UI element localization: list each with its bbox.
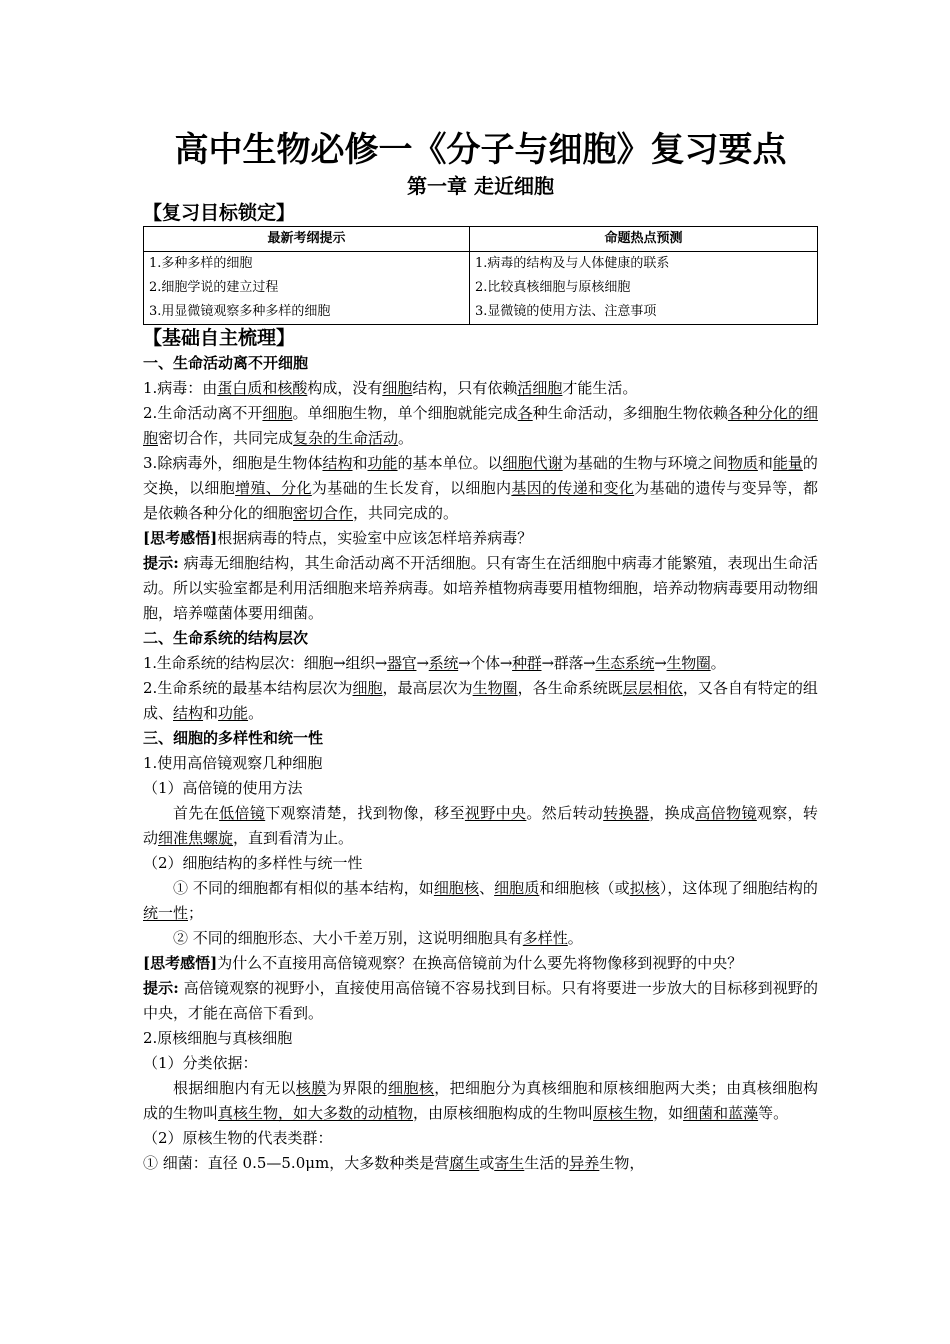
table-row xyxy=(144,252,818,325)
s3-paragraph-2: （1）高倍镜的使用方法 xyxy=(143,779,303,797)
section-2-heading: 二、生命系统的结构层次 xyxy=(143,629,309,647)
text-segment: 2.生命活动离不开 xyxy=(143,404,263,422)
underlined-term: 细菌和蓝藻 xyxy=(683,1104,759,1122)
underlined-term: 功能 xyxy=(367,454,398,472)
text-segment: → xyxy=(654,654,667,672)
s3-paragraph-7: 2.原核细胞与真核细胞 xyxy=(143,1029,293,1047)
text-segment: ，直到看清为止。 xyxy=(233,829,354,847)
text-segment: 。然后转动 xyxy=(526,804,604,822)
text-segment: 和 xyxy=(203,704,219,722)
think-label: [思考感悟] xyxy=(143,529,218,547)
text-segment: →个体→ xyxy=(458,654,513,672)
s3-paragraph-11 xyxy=(143,1151,818,1176)
underlined-term: 多样性 xyxy=(522,929,568,947)
text-segment: ，共同完成的。 xyxy=(353,504,459,522)
s3-paragraph-9 xyxy=(143,1076,818,1126)
text-segment: ① 细菌：直径 0.5—5.0μm，大多数种类是营 xyxy=(143,1154,450,1172)
text-segment: 1.生命系统的结构层次：细胞→组织→ xyxy=(143,654,388,672)
document-page xyxy=(143,128,818,1176)
underlined-term: 低倍镜 xyxy=(219,804,266,822)
goals-table xyxy=(143,226,818,325)
text-segment: 才能生活。 xyxy=(562,379,638,397)
text-segment: ② 不同的细胞形态、大小千差万别，这说明细胞具有 xyxy=(173,929,523,947)
text-segment: 。 xyxy=(567,929,583,947)
text-segment: → xyxy=(416,654,429,672)
underlined-term: 系统 xyxy=(428,654,459,672)
underlined-term: 各 xyxy=(517,404,533,422)
underlined-term: 基因的传递和变化 xyxy=(511,479,635,497)
underlined-term: 结构 xyxy=(322,454,353,472)
underlined-term: 细胞 xyxy=(352,679,383,697)
text-segment: 观察，转动 xyxy=(143,804,818,847)
list-item: 2.细胞学说的建立过程 xyxy=(149,280,279,295)
section-1-heading: 一、生命活动离不开细胞 xyxy=(143,354,309,372)
page-title: 高中生物必修一《分子与细胞》复习要点 xyxy=(174,130,787,170)
hint-label: 提示: xyxy=(143,554,179,572)
s1-paragraph-3 xyxy=(143,451,818,526)
underlined-term: 生物圈 xyxy=(472,679,518,697)
underlined-term: 高倍物镜 xyxy=(695,804,757,822)
table-cell-left xyxy=(144,252,470,325)
text-segment: 和 xyxy=(352,454,368,472)
text-segment: 构成，没有 xyxy=(307,379,383,397)
underlined-term: 拟核 xyxy=(629,879,660,897)
s3-paragraph-1: 1.使用高倍镜观察几种细胞 xyxy=(143,754,323,772)
text-segment: →群落→ xyxy=(541,654,596,672)
text-segment: ； xyxy=(188,904,204,922)
think-text: 根据病毒的特点，实验室中应该怎样培养病毒？ xyxy=(217,529,533,547)
text-segment: ，把细胞分为真核细胞和原核细胞两大类；由真核细胞构成的生物叫 xyxy=(143,1079,818,1122)
underlined-term: 能量 xyxy=(772,454,803,472)
text-segment: ，各生命系统既 xyxy=(517,679,623,697)
underlined-term: 生态系统 xyxy=(595,654,655,672)
underlined-term: 统一性 xyxy=(143,904,189,922)
table-cell-right xyxy=(469,252,817,325)
text-segment: 为基础的遗传与变异等，都是依赖各种分化的细胞 xyxy=(143,479,818,522)
s2-paragraph-1 xyxy=(143,651,818,676)
section-3-heading: 三、细胞的多样性和统一性 xyxy=(143,729,324,747)
underlined-term: 密切合作 xyxy=(293,504,354,522)
underlined-term: 核膜 xyxy=(295,1079,327,1097)
s1-hint xyxy=(143,551,818,626)
text-segment: 为基础的生物与环境之间 xyxy=(562,454,728,472)
underlined-term: 细准焦螺旋 xyxy=(158,829,234,847)
text-segment: 首先在 xyxy=(173,804,220,822)
text-segment: 为基础的生长发育，以细胞内 xyxy=(311,479,512,497)
text-segment: 、 xyxy=(479,879,495,897)
s1-paragraph-2 xyxy=(143,401,818,451)
underlined-term: 结构 xyxy=(173,704,204,722)
list-item: 3.显微镜的使用方法、注意事项 xyxy=(474,304,657,319)
s3-paragraph-4: （2）细胞结构的多样性与统一性 xyxy=(143,854,363,872)
underlined-term: 视野中央 xyxy=(464,804,527,822)
s1-paragraph-1 xyxy=(143,376,818,401)
table-header-row xyxy=(144,227,818,252)
text-segment: 生物， xyxy=(599,1154,645,1172)
text-segment: 根据细胞内有无以 xyxy=(173,1079,296,1097)
table-header-left: 最新考纲提示 xyxy=(144,227,470,252)
text-segment: 等。 xyxy=(758,1104,789,1122)
text-segment: 的交换，以细胞 xyxy=(143,454,818,497)
section-goals-heading: 【复习目标锁定】 xyxy=(143,202,296,224)
hint-text: 病毒无细胞结构，其生命活动离不开活细胞。只有寄生在活细胞中病毒才能繁殖，表现出生命活动。所以实验室都是利用活细胞来培养病毒。如培养植物病毒要用植物细胞，培养动物病毒要用动物细胞，培养噬菌体要用细菌。 xyxy=(143,554,819,622)
s3-paragraph-5 xyxy=(143,876,818,926)
underlined-term: 异养 xyxy=(569,1154,600,1172)
text-segment: 。单细胞生物，单个细胞就能完成 xyxy=(292,404,518,422)
chapter-title: 第一章 走近细胞 xyxy=(407,174,554,198)
text-segment: 为界限的 xyxy=(326,1079,389,1097)
text-segment: 种生命活动，多细胞生物依赖 xyxy=(532,404,728,422)
list-item: 3.用显微镜观察多种多样的细胞 xyxy=(149,304,331,319)
s3-paragraph-10: （2）原核生物的代表类群： xyxy=(143,1129,333,1147)
underlined-term: 复杂的生命活动 xyxy=(293,429,399,447)
underlined-term: 细胞核 xyxy=(433,879,480,897)
text-segment: 或 xyxy=(479,1154,495,1172)
underlined-term: 层层相依 xyxy=(622,679,683,697)
s3-think xyxy=(143,951,818,976)
underlined-term: 活细胞 xyxy=(517,379,563,397)
text-segment: 。 xyxy=(248,704,264,722)
underlined-term: 腐生 xyxy=(449,1154,480,1172)
underlined-term: 寄生 xyxy=(494,1154,525,1172)
text-segment: ① 不同的细胞都有相似的基本结构，如 xyxy=(173,879,434,897)
text-segment: 。 xyxy=(710,654,726,672)
s2-paragraph-2 xyxy=(143,676,818,726)
text-segment: 和 xyxy=(757,454,773,472)
s3-hint xyxy=(143,976,818,1026)
underlined-term: 真核生物，如大多数的动植物 xyxy=(218,1104,414,1122)
text-segment: 结构，只有依赖 xyxy=(412,379,518,397)
text-segment: ，最高层次为 xyxy=(382,679,473,697)
text-segment: 1.病毒：由 xyxy=(143,379,218,397)
text-segment: 密切合作，共同完成 xyxy=(158,429,294,447)
underlined-term: 细胞质 xyxy=(494,879,540,897)
text-segment: ，由原核细胞构成的生物叫 xyxy=(413,1104,594,1122)
text-segment: 和细胞核（或 xyxy=(539,879,630,897)
s1-think xyxy=(143,526,818,551)
s3-paragraph-3 xyxy=(143,801,818,851)
hint-text: 高倍镜观察的视野小，直接使用高倍镜不容易找到目标。只有将要进一步放大的目标移到视野的中央，才能在高倍下看到。 xyxy=(143,979,818,1022)
s3-paragraph-8: （1）分类依据： xyxy=(143,1054,258,1072)
think-label: [思考感悟] xyxy=(143,954,218,972)
underlined-term: 细胞 xyxy=(262,404,293,422)
underlined-term: 细胞 xyxy=(382,379,413,397)
think-text: 为什么不直接用高倍镜观察？在换高倍镜前为什么要先将物像移到视野的中央？ xyxy=(217,954,743,972)
underlined-term: 转换器 xyxy=(603,804,650,822)
hint-label: 提示: xyxy=(143,979,179,997)
text-segment: ，如 xyxy=(653,1104,684,1122)
section-basic-heading: 【基础自主梳理】 xyxy=(143,327,296,349)
text-segment: 2.生命系统的最基本结构层次为 xyxy=(143,679,353,697)
text-segment: 的基本单位。以 xyxy=(397,454,503,472)
underlined-term: 物质 xyxy=(727,454,758,472)
list-item: 1.病毒的结构及与人体健康的联系 xyxy=(474,256,670,271)
list-item: 2.比较真核细胞与原核细胞 xyxy=(474,280,631,295)
underlined-term: 器官 xyxy=(387,654,417,672)
underlined-term: 功能 xyxy=(218,704,249,722)
text-segment: 下观察清楚，找到物像，移至 xyxy=(265,804,465,822)
underlined-term: 细胞核 xyxy=(388,1079,435,1097)
text-segment: ），这体现了细胞结构的 xyxy=(659,879,818,897)
s3-paragraph-6 xyxy=(143,926,818,951)
text-segment: ，又各自有特定的组成、 xyxy=(143,679,818,722)
underlined-term: 蛋白质和核酸 xyxy=(217,379,308,397)
text-segment: 。 xyxy=(398,429,414,447)
text-segment: 生活的 xyxy=(524,1154,570,1172)
list-item: 1.多种多样的细胞 xyxy=(149,256,253,271)
underlined-term: 生物圈 xyxy=(666,654,711,672)
underlined-term: 种群 xyxy=(512,654,542,672)
underlined-term: 各种分化的细胞 xyxy=(143,404,818,447)
text-segment: ，换成 xyxy=(649,804,696,822)
table-header-right: 命题热点预测 xyxy=(469,227,817,252)
underlined-term: 原核生物 xyxy=(593,1104,654,1122)
underlined-term: 细胞代谢 xyxy=(502,454,563,472)
underlined-term: 增殖、分化 xyxy=(235,479,312,497)
text-segment: 3.除病毒外，细胞是生物体 xyxy=(143,454,323,472)
